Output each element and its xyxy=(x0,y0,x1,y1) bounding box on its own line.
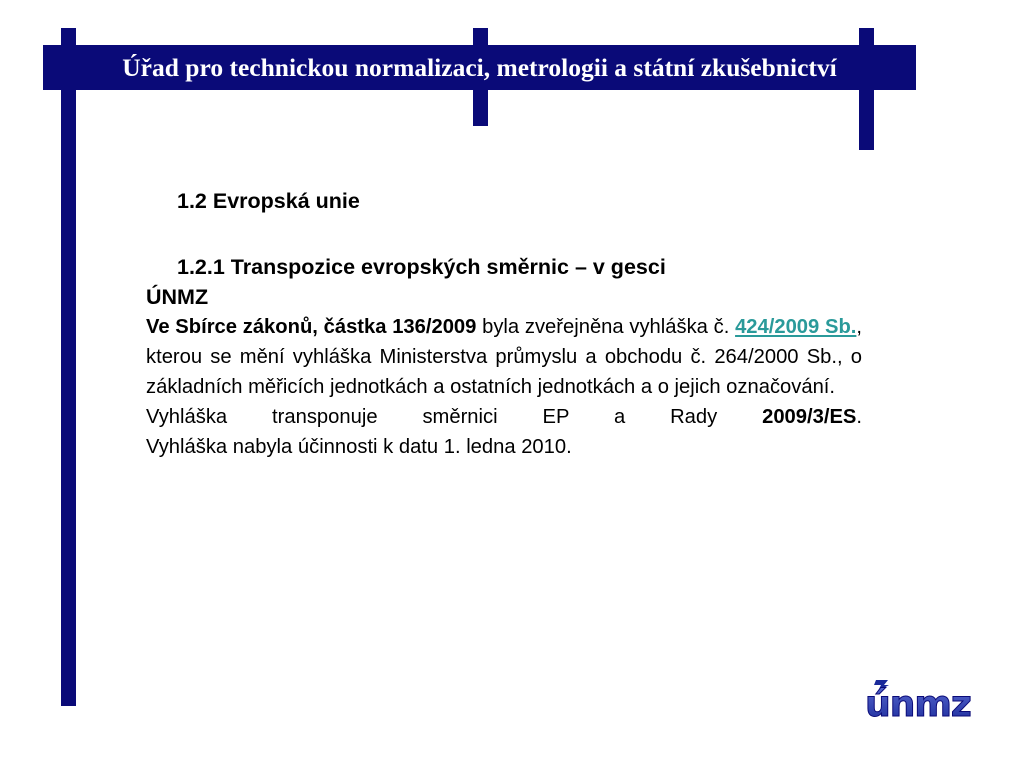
subsection-heading: 1.2.1 Transpozice evropských směrnic – v gesci xyxy=(177,255,666,279)
body-text-1: byla zveřejněna vyhláška xyxy=(476,316,708,338)
body-text-2: č. xyxy=(713,316,736,338)
left-decor-bar xyxy=(61,28,76,706)
subsection-heading-cont: ÚNMZ xyxy=(146,285,209,309)
unmz-logo xyxy=(862,676,976,722)
body-text-5: . xyxy=(856,406,862,428)
effective-date-paragraph: Vyhláška nabyla účinnosti k datu 1. ledna 2010. xyxy=(146,436,572,458)
directive-reference: 2009/3/ES xyxy=(762,406,857,428)
header-title: Úřad pro technickou normalizaci, metrologii a státní zkušebnictví xyxy=(122,52,837,82)
header-banner xyxy=(43,45,916,90)
section-heading: 1.2 Evropská unie xyxy=(177,189,360,213)
body-text-4: Vyhláška transponuje směrnici EP a Rady xyxy=(146,406,763,428)
logo-text: únmz xyxy=(865,684,971,722)
body-paragraph xyxy=(146,312,862,402)
directive-paragraph xyxy=(146,402,862,432)
source-reference: Ve Sbírce zákonů, částka 136/2009 xyxy=(146,316,477,338)
body-text-3: , kterou se mění vyhláška Ministerstva průmyslu a obchodu č. 264/2000 Sb., o základních měřicích jednotkách a ostatních jednotkách a o jejich označování. xyxy=(146,316,862,398)
slide-content xyxy=(146,186,862,462)
decree-link[interactable]: 424/2009 Sb. xyxy=(735,316,857,338)
